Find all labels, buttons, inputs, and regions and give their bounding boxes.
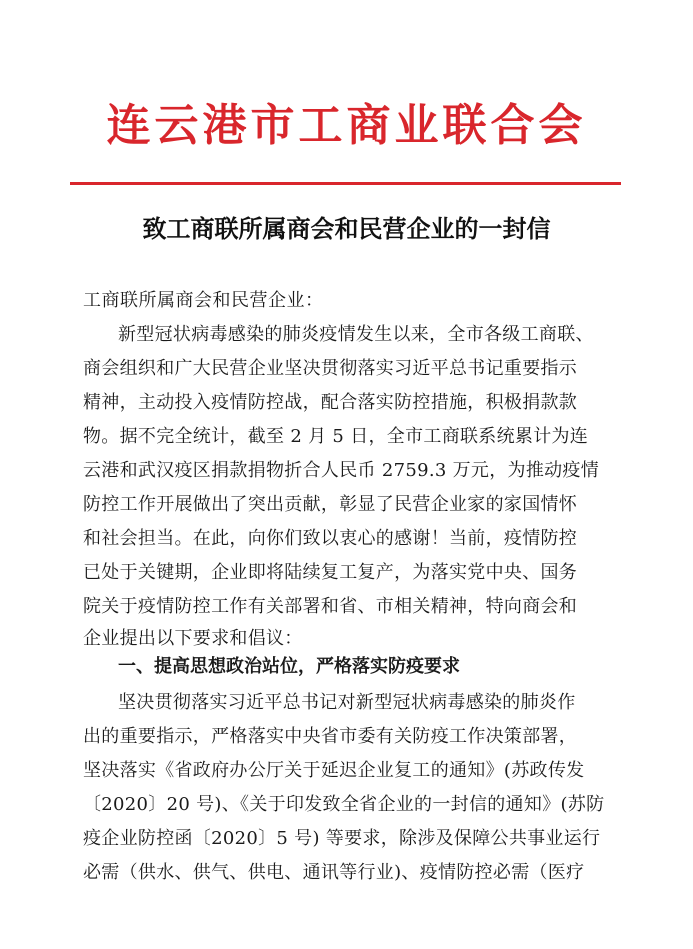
- paragraph-1-line: 院关于疫情防控工作有关部署和省、市相关精神，特向商会和: [83, 596, 578, 617]
- paragraph-1-line: 和社会担当。在此，向你们致以衷心的感谢！当前，疫情防控: [83, 528, 578, 549]
- paragraph-2-line: 〔2020〕20 号)、《关于印发致全省企业的一封信的通知》(苏防: [83, 794, 605, 815]
- letter-title: 致工商联所属商会和民营企业的一封信: [142, 215, 551, 243]
- paragraph-2-line: 出的重要指示，严格落实中央省市委有关防疫工作决策部署，: [83, 726, 578, 747]
- paragraph-2-line: 疫企业防控函〔2020〕5 号) 等要求，除涉及保障公共事业运行: [83, 828, 601, 849]
- paragraph-1-line: 新型冠状病毒感染的肺炎疫情发生以来，全市各级工商联、: [118, 324, 594, 345]
- paragraph-1-line: 商会组织和广大民营企业坚决贯彻落实习近平总书记重要指示: [83, 358, 578, 379]
- paragraph-2-line: 坚决贯彻落实习近平总书记对新型冠状病毒感染的肺炎作: [118, 692, 576, 713]
- section-heading-1: 一、提高思想政治站位，严格落实防疫要求: [118, 656, 460, 677]
- letterhead-title: 连云港市工商业联合会: [106, 100, 587, 151]
- paragraph-1-line: 企业提出以下要求和倡议：: [83, 628, 303, 649]
- letterhead-red-rule: [70, 182, 621, 185]
- paragraph-1-line: 物。据不完全统计，截至 2 月 5 日，全市工商联系统累计为连: [83, 426, 589, 447]
- paragraph-1-line: 防控工作开展做出了突出贡献，彰显了民营企业家的家国情怀: [83, 494, 578, 515]
- salutation: 工商联所属商会和民营企业：: [83, 290, 324, 311]
- paragraph-2-line: 坚决落实《省政府办公厅关于延迟企业复工的通知》(苏政传发: [83, 760, 585, 781]
- paragraph-1-line: 精神，主动投入疫情防控战，配合落实防控措施，积极捐款款: [83, 392, 578, 413]
- paragraph-1-line: 云港和武汉疫区捐款捐物折合人民币 2759.3 万元，为推动疫情: [83, 460, 600, 481]
- paragraph-1-line: 已处于关键期，企业即将陆续复工复产，为落实党中央、国务: [83, 562, 578, 583]
- paragraph-2-line: 必需（供水、供气、供电、通讯等行业)、疫情防控必需（医疗: [83, 862, 585, 883]
